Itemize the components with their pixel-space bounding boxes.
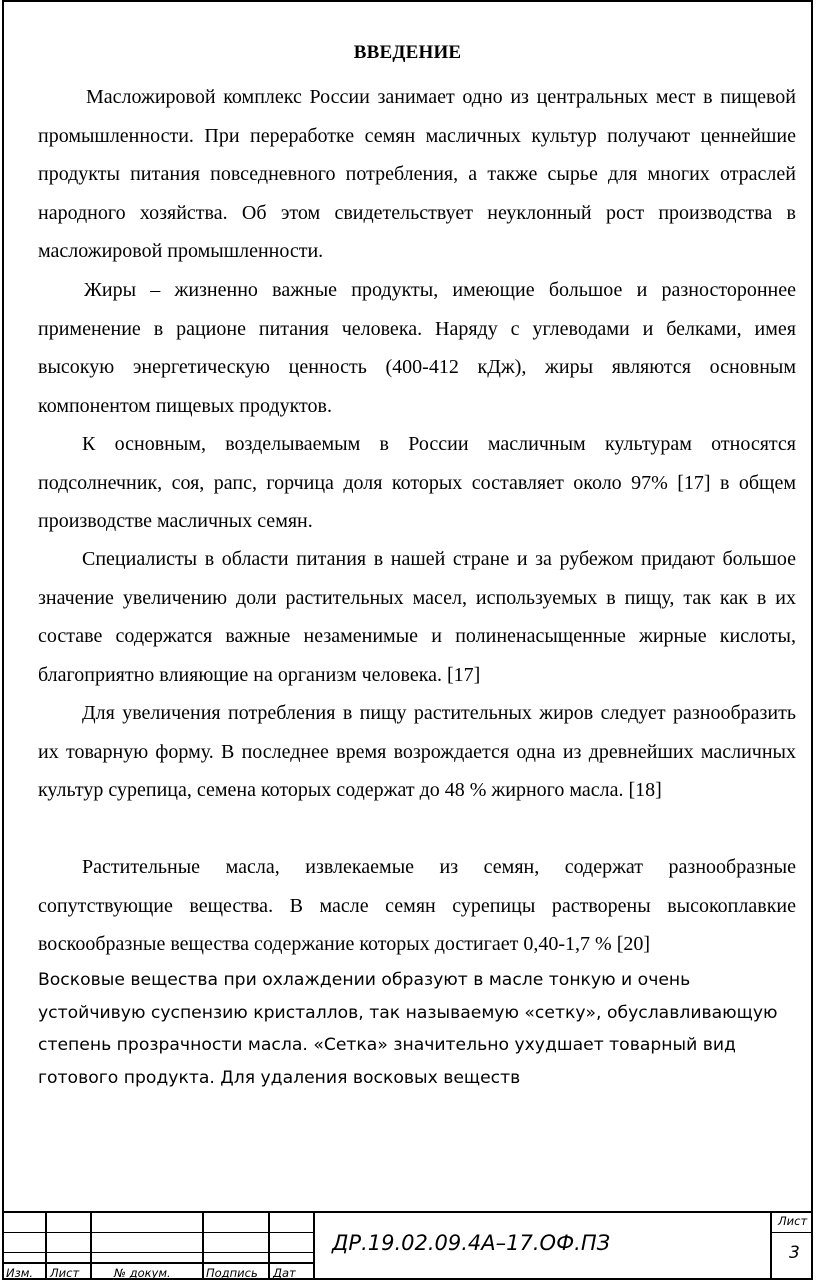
stamp-col-date: Дат — [273, 1266, 296, 1280]
document-page — [2, 0, 813, 1280]
stamp-col-doc-number: № докум. — [114, 1266, 171, 1280]
sheet-number: 3 — [789, 1243, 800, 1263]
paragraph-1: Масложировой комплекс России занимает одно из центральных мест в пищевой промышленности. При переработке семян масличных культур получают ценнейшие продукты питания повседневного потребления, а также сырье для многих отраслей народного хозяйства. Об этом свидетельствует неуклонный рост производства в масложировой промышленности. — [38, 86, 796, 263]
page-title: ВВЕДЕНИЕ — [353, 42, 462, 63]
stamp-col-change: Изм. — [6, 1266, 34, 1280]
paragraph-3: К основным, возделываемым в России масличным культурам относятся подсолнечник, соя, рапс, горчица доля которых составляет около 97% [17] в общем производстве масличных семян. — [38, 433, 796, 533]
stamp-col-sheet: Лист — [50, 1266, 80, 1280]
paragraph-6: Растительные масла, извлекаемые из семян, содержат разнообразные сопутствующие вещества. В масле семян сурепицы растворены высокоплавкие воскообразные вещества содержание которых достигает 0,40-1,7 % [20] — [38, 856, 796, 956]
paragraph-7-sans: Восковые вещества при охлаждении образуют в масле тонкую и очень устойчивую суспензию кристаллов, так называемую «сетку», обуславливающую степень прозрачности масла. «Сетка» значительно ухудшает товарный вид готового продукта. Для удаления восковых веществ — [38, 970, 778, 1088]
sheet-label: Лист — [778, 1214, 808, 1228]
paragraph-4: Специалисты в области питания в нашей стране и за рубежом придают большое значение увеличению доли растительных масел, используемых в пищу, так как в их составе содержатся важные незаменимые и полиненасыщенные жирные кислоты, благоприятно влияющие на организм человека. [17] — [38, 548, 796, 686]
paragraph-5: Для увеличения потребления в пищу растительных жиров следует разнообразить их товарную форму. В последнее время возрождается одна из древнейших масличных культур сурепица, семена которых содержат до 48 % жирного масла. [18] — [38, 702, 796, 802]
paragraph-2: Жиры – жизненно важные продукты, имеющие большое и разностороннее применение в рационе питания человека. Наряду с углеводами и белками, имея высокую энергетическую ценность (400-412 кДж), жиры являются основным компонентом пищевых продуктов. — [38, 279, 796, 417]
title-block-stamp — [2, 1211, 813, 1280]
document-code: ДР.19.02.09.4А–17.ОФ.ПЗ — [332, 1231, 611, 1255]
stamp-col-signature: Подпись — [206, 1266, 258, 1280]
